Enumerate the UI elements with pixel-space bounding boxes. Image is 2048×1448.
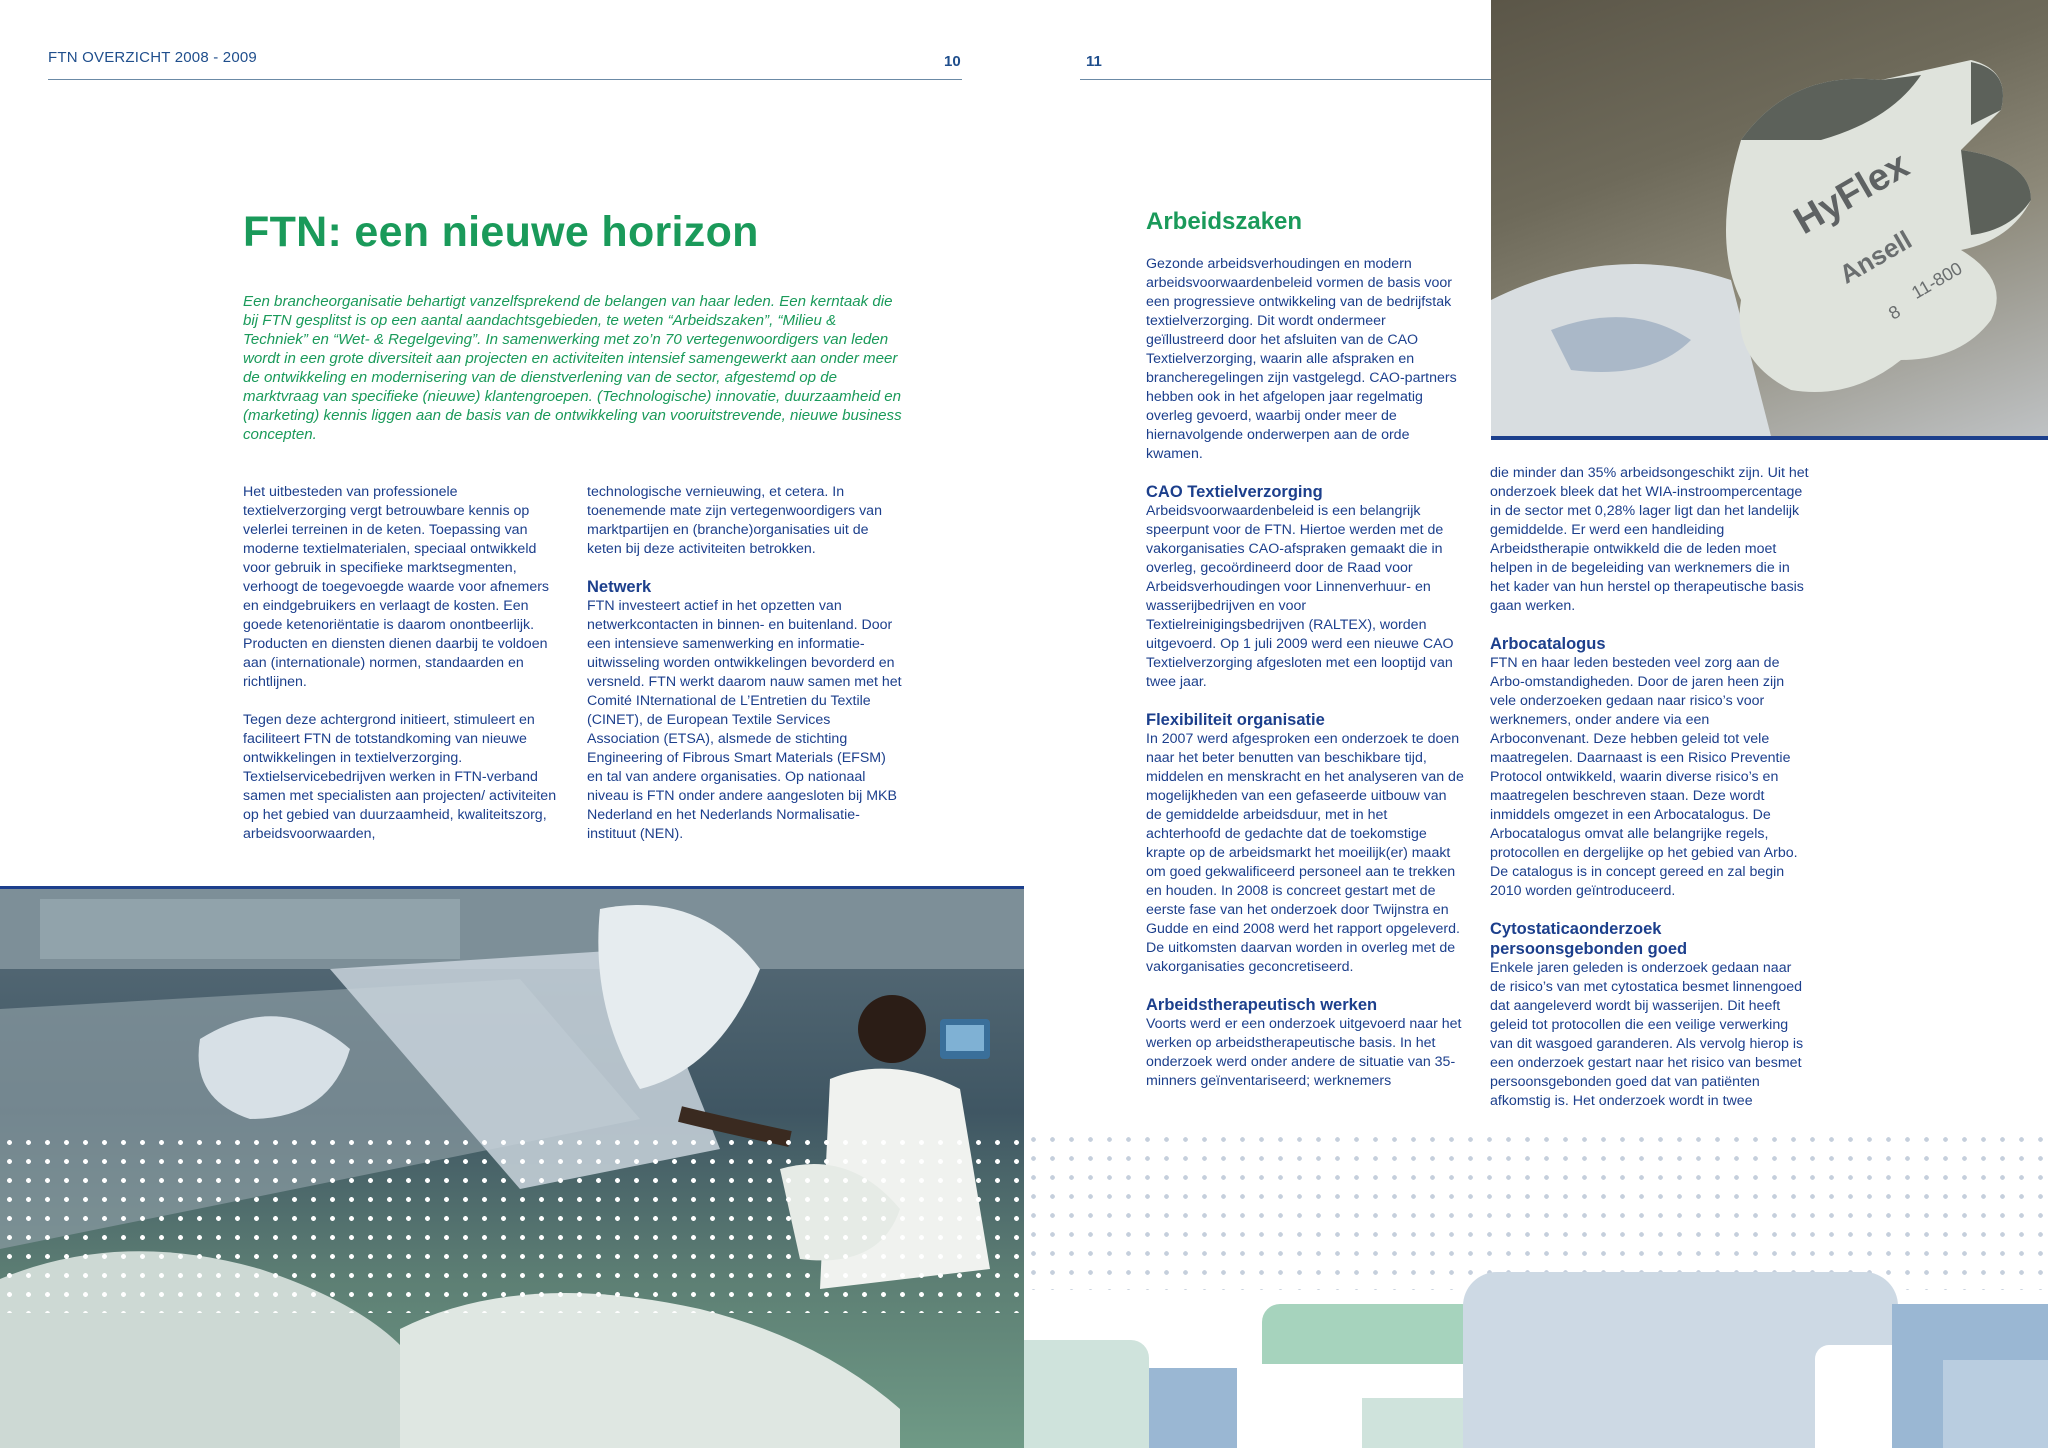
decor-block-1 xyxy=(1024,1340,1149,1448)
glove-print-size: 8 xyxy=(1885,301,1904,324)
heading-cao-textielverzorging: CAO Textielverzorging xyxy=(1146,483,1323,501)
intro-paragraph: Een brancheorganisatie behartigt vanzelfsprekend de belangen van haar leden. Een kerntaak die bij FTN gesplitst is op een aantal aandachtsgebieden, te weten “Arbeidszaken”, “Milieu & Techniek” en “Wet- & Regelgeving”. In samenwerking met zo’n 70 vertegenwoordigers van leden wordt in een grote diversiteit aan projecten en activiteiten intensief samengewerkt aan onder meer de ontwikkeling en modernisering van de dienstverlening van de sector, afgestemd op de marktvraag van specifieke (nieuwe) klantengroepen. (Technologische) innovatie, duurzaamheid en (marketing) kennis liggen aan de basis van de ontwikkeling van vooruitstrevende, nieuwe business concepten. xyxy=(243,293,902,443)
page-number-left: 10 xyxy=(944,53,961,70)
heading-arbocatalogus: Arbocatalogus xyxy=(1490,635,1606,653)
col3-intro: Gezonde arbeidsverhoudingen en modern arbeidsvoorwaardenbeleid vormen de basis voor een progressieve ontwikkeling van de bedrijfstak textielverzorging. Dit wordt ondermeer geïllustreerd door het afsluiten van de CAO Textielverzorging, waarin alle afspraken en brancheregelingen zijn vastgelegd. CAO-partners hebben ook in het afgelopen jaar regelmatig overleg gevoerd, waarbij onder meer de hiernavolgende onderwerpen aan de orde kwamen. xyxy=(1146,256,1457,462)
glove-print-maker: Ansell xyxy=(1834,224,1917,290)
col3-cao-paragraph: Arbeidsvoorwaardenbeleid is een belangrijk speerpunt voor de FTN. Hiertoe werden met de vakorganisaties CAO-afspraken gemaakt die in overleg, gecoördineerd door de Raad voor Arbeidsverhoudingen voor Linnenverhuur- en wasserijbedrijven en voor Textielreinigingsbedrijven (RALTEX), worden uitgevoerd. Op 1 juli 2009 werd een nieuwe CAO Textielverzorging afgesloten met een looptijd van twee jaar. xyxy=(1146,503,1454,690)
column-1 xyxy=(243,483,561,844)
decor-block-4 xyxy=(1262,1304,1480,1364)
glove-photo xyxy=(1491,0,2048,440)
column-2 xyxy=(587,483,905,844)
heading-cytostaticaonderzoek: Cytostaticaonderzoek persoonsgebonden goed xyxy=(1490,920,1688,958)
section-title-arbeidszaken: Arbeidszaken xyxy=(1146,208,1303,235)
dot-pattern-overlay xyxy=(0,1133,1024,1313)
col4-paragraph-1: die minder dan 35% arbeidsongeschikt zijn. Uit het onderzoek bleek dat het WIA-instroompercentage in de sector met 0,28% lager ligt dan het landelijk gemiddelde. Er werd een handleiding Arbeidstherapie ontwikkeld die de leden moet helpen in de begeleiding van werknemers die in het kader van hun herstel op therapeutische basis gaan werken. xyxy=(1490,465,1809,614)
glove-print-brand: HyFlex xyxy=(1787,144,1917,243)
col2-paragraph-2: FTN investeert actief in het opzetten van netwerkcontacten in binnen- en buitenland. Door een intensieve samenwerking en informatie-uitwisseling worden ontwikkelingen bevorderd en versneld. FTN werkt daarom nauw samen met het Comité INternational de L’Entretien du Textile (CINET), de European Textile Services Association (ETSA), alsmede de stichting Engineering of Fibrous Smart Materials (EFSM) en tal van andere organisaties. Op nationaal niveau is FTN onder andere aangesloten bij MKB Nederland en het Nederlands Normalisatie-instituut (NEN). xyxy=(587,598,902,842)
col4-arbo-paragraph: FTN en haar leden besteden veel zorg aan de Arbo-omstandigheden. Door de jaren heen zijn vele onderzoeken gedaan naar risico’s voor werknemers, onder andere via een Arboconvenant. Deze hebben geleid tot vele maatregelen. Daarnaast is een Risico Preventie Protocol ontwikkeld, waarin diverse risico’s en maatregelen beschreven staan. Deze wordt inmiddels omgezet in een Arbocatalogus. De Arbocatalogus omvat alle belangrijke regels, protocollen en dergelijke op het gebied van Arbo. De catalogus is in concept gereed en zal begin 2010 worden geïntroduceerd. xyxy=(1490,655,1798,899)
glove-photo-illustration xyxy=(1491,0,2048,436)
col1-paragraph-2: Tegen deze achtergrond initieert, stimuleert en faciliteert FTN de totstandkoming van nieuwe ontwikkelingen in textielverzorging. Textielservicebedrijven werken in FTN-verband samen met specialisten aan projecten/ activiteiten op het gebied van duurzaamheid, kwaliteitszorg, arbeidsvoorwaarden, xyxy=(243,712,557,842)
page-number-right: 11 xyxy=(1086,53,1102,70)
col4-cyto-paragraph: Enkele jaren geleden is onderzoek gedaan naar de risico’s van met cytostatica besmet linnengoed dat aangeleverd wordt bij wasserijen. Dit heeft geleid tot protocollen die een veilige verwerking van dit wasgoed garanderen. Als vervolg hierop is een onderzoek gestart naar het risico van besmet persoonsgebonden goed dat van patiënten afkomstig is. Het onderzoek wordt in twee xyxy=(1490,960,1804,1109)
decor-block-2 xyxy=(1149,1368,1237,1448)
laundry-worker-photo xyxy=(0,886,1024,1448)
page-title: FTN: een nieuwe horizon xyxy=(243,208,759,256)
header-rule-left xyxy=(48,79,962,80)
header-rule-right xyxy=(1080,79,1492,80)
column-4 xyxy=(1490,464,1810,1111)
glove-print-code: 11-800 xyxy=(1908,258,1966,303)
running-title: FTN OVERZICHT 2008 - 2009 xyxy=(48,49,257,66)
col1-paragraph-1: Het uitbesteden van professionele textielverzorging vergt betrouwbare kennis op velerlei terreinen in de keten. Toepassing van moderne textielmaterialen, speciaal ontwikkeld voor gebruik in specifieke marktsegmenten, verhoogt de toegevoegde waarde voor afnemers en eindgebruikers en verlaagt de kosten. Een goede ketenoriëntatie is daarom onontbeerlijk. Producten en diensten dienen daarbij te voldoen aan (internationale) normen, standaarden en richtlijnen. xyxy=(243,484,550,690)
col3-flex-paragraph: In 2007 werd afgesproken een onderzoek te doen naar het beter benutten van beschikbare tijd, middelen en menskracht en het analyseren van de mogelijkheden van een gefaseerde uitbouw van de gemiddelde arbeidsduur, met in het achterhoofd de gedachte dat de toekomstige krapte op de arbeidsmarkt het moeilijk(er) maakt om goed gekwalificeerd personeel aan te trekken en houden. In 2008 is concreet gestart met de eerste fase van het onderzoek door Twijnstra en Gudde en eind 2008 werd het rapport opgeleverd. De uitkomsten daarvan worden in overleg met de vakorganisaties geconcretiseerd. xyxy=(1146,731,1464,975)
heading-netwerk: Netwerk xyxy=(587,578,652,596)
decor-block-9 xyxy=(1943,1360,2048,1448)
heading-flexibiliteit-organisatie: Flexibiliteit organisatie xyxy=(1146,711,1325,729)
heading-arbeidstherapeutisch-werken: Arbeidstherapeutisch werken xyxy=(1146,996,1378,1014)
col2-paragraph-1: technologische vernieuwing, et cetera. In toenemende mate zijn vertegenwoordigers van marktpartijen en (branche)organisaties uit de keten bij deze activiteiten betrokken. xyxy=(587,484,882,557)
col3-arbeid-paragraph: Voorts werd er een onderzoek uitgevoerd naar het werken op arbeidstherapeutische basis. In het onderzoek werd onder andere de situatie van 35-minners geïnventariseerd; werknemers xyxy=(1146,1016,1462,1089)
column-3 xyxy=(1146,255,1464,1091)
dot-pattern-right xyxy=(1024,1130,2048,1290)
